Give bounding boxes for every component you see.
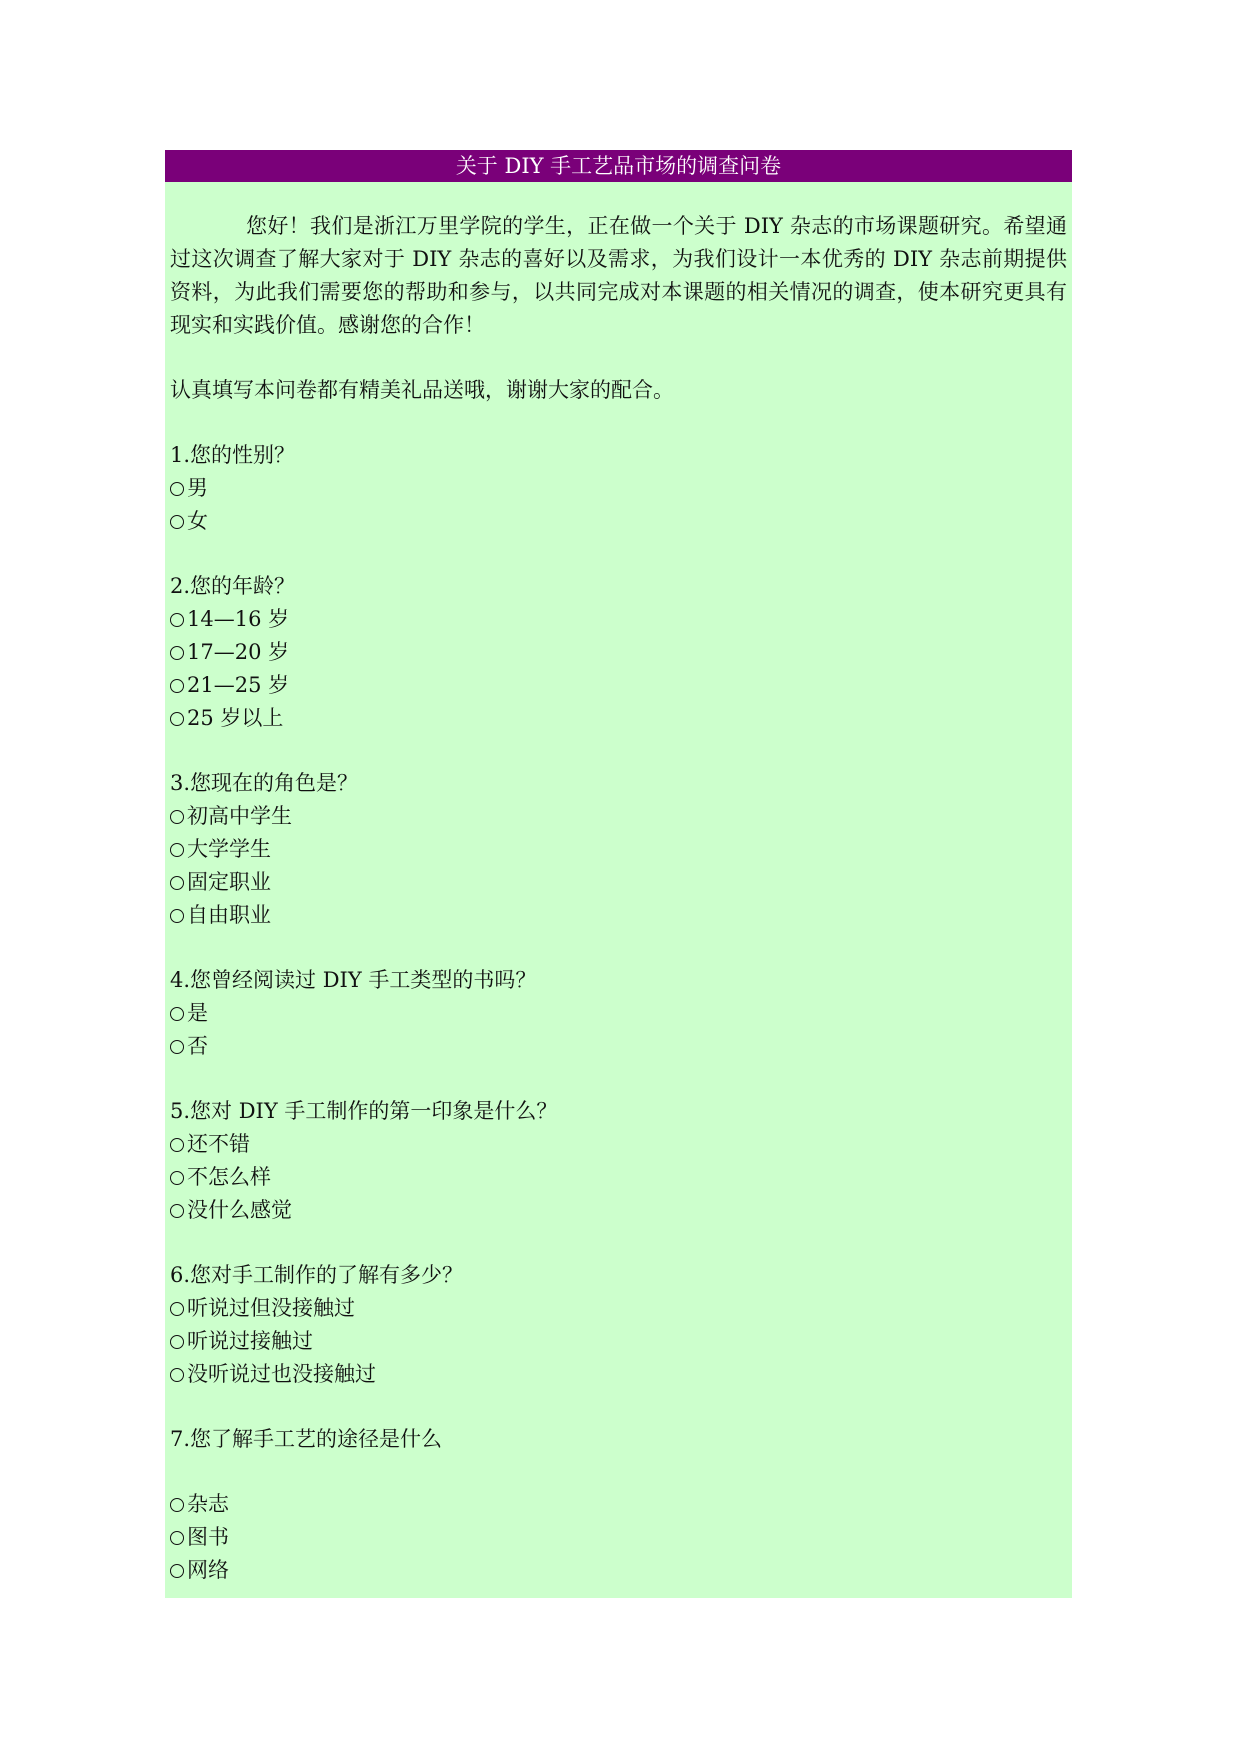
radio-circle-icon[interactable] (170, 1171, 184, 1185)
option-label: 自由职业 (187, 903, 271, 927)
question-4 (170, 964, 1067, 1063)
option-age-21-25[interactable] (170, 669, 1067, 702)
option-no-feeling[interactable] (170, 1194, 1067, 1227)
radio-circle-icon[interactable] (170, 679, 184, 693)
option-books[interactable] (170, 1521, 1067, 1554)
option-never-heard[interactable] (170, 1358, 1067, 1391)
option-label: 男 (187, 476, 208, 500)
survey-page (165, 150, 1072, 1598)
option-label: 初高中学生 (187, 804, 292, 828)
option-not-good[interactable] (170, 1161, 1067, 1194)
option-label: 听说过接触过 (187, 1329, 313, 1353)
radio-circle-icon[interactable] (170, 1498, 184, 1512)
option-label: 听说过但没接触过 (187, 1296, 355, 1320)
question-5 (170, 1095, 1067, 1227)
radio-circle-icon[interactable] (170, 1368, 184, 1382)
question-text: 1.您的性别？ (170, 443, 296, 467)
radio-circle-icon[interactable] (170, 1007, 184, 1021)
option-label: 25 岁以上 (187, 706, 284, 730)
option-heard-not-touched[interactable] (170, 1292, 1067, 1325)
option-label: 否 (187, 1034, 208, 1058)
option-age-14-16[interactable] (170, 603, 1067, 636)
option-not-bad[interactable] (170, 1128, 1067, 1161)
radio-circle-icon[interactable] (170, 843, 184, 857)
option-yes[interactable] (170, 997, 1067, 1030)
option-label: 网络 (187, 1558, 229, 1582)
radio-circle-icon[interactable] (170, 876, 184, 890)
survey-title: 关于 DIY 手工艺品市场的调查问卷 (165, 150, 1072, 182)
intro-paragraph: 您好！我们是浙江万里学院的学生，正在做一个关于 DIY 杂志的市场课题研究。希望通过这次调查了解大家对于 DIY 杂志的喜好以及需求，为我们设计一本优秀的 DIY 杂志前期提供资料，为此我们需要您的帮助和参与，以共同完成对本课题的相关情况的调查，使本研究更具有现实和实践价值。感谢您的合作！ (170, 214, 1067, 337)
option-label: 图书 (187, 1525, 229, 1549)
option-label: 是 (187, 1001, 208, 1025)
question-text: 3.您现在的角色是？ (170, 771, 359, 795)
question-spacer (170, 1456, 1067, 1488)
option-label: 14—16 岁 (187, 607, 290, 631)
option-internet[interactable] (170, 1554, 1067, 1587)
option-label: 没什么感觉 (187, 1198, 292, 1222)
gift-notice: 认真填写本问卷都有精美礼品送哦，谢谢大家的配合。 (170, 378, 674, 402)
radio-circle-icon[interactable] (170, 810, 184, 824)
question-7 (170, 1423, 1067, 1587)
question-text: 6.您对手工制作的了解有多少？ (170, 1263, 464, 1287)
radio-circle-icon[interactable] (170, 712, 184, 726)
option-heard-touched[interactable] (170, 1325, 1067, 1358)
radio-circle-icon[interactable] (170, 909, 184, 923)
option-magazine[interactable] (170, 1488, 1067, 1521)
option-label: 21—25 岁 (187, 673, 290, 697)
option-college-student[interactable] (170, 833, 1067, 866)
option-age-25-plus[interactable] (170, 702, 1067, 735)
question-text: 7.您了解手工艺的途径是什么 (170, 1427, 443, 1451)
radio-circle-icon[interactable] (170, 515, 184, 529)
radio-circle-icon[interactable] (170, 482, 184, 496)
radio-circle-icon[interactable] (170, 1564, 184, 1578)
option-label: 没听说过也没接触过 (187, 1362, 376, 1386)
option-label: 大学学生 (187, 837, 271, 861)
option-label: 女 (187, 509, 208, 533)
option-no[interactable] (170, 1030, 1067, 1063)
option-label: 17—20 岁 (187, 640, 290, 664)
option-female[interactable] (170, 505, 1067, 538)
radio-circle-icon[interactable] (170, 1138, 184, 1152)
radio-circle-icon[interactable] (170, 1531, 184, 1545)
option-fixed-job[interactable] (170, 866, 1067, 899)
option-label: 杂志 (187, 1492, 229, 1516)
option-label: 不怎么样 (187, 1165, 271, 1189)
question-6 (170, 1259, 1067, 1391)
question-text: 5.您对 DIY 手工制作的第一印象是什么？ (170, 1099, 558, 1123)
radio-circle-icon[interactable] (170, 646, 184, 660)
question-text: 4.您曾经阅读过 DIY 手工类型的书吗？ (170, 968, 537, 992)
radio-circle-icon[interactable] (170, 1204, 184, 1218)
option-label: 还不错 (187, 1132, 250, 1156)
option-male[interactable] (170, 472, 1067, 505)
question-text: 2.您的年龄？ (170, 574, 296, 598)
question-2 (170, 570, 1067, 735)
radio-circle-icon[interactable] (170, 613, 184, 627)
survey-content (165, 182, 1072, 1598)
radio-circle-icon[interactable] (170, 1335, 184, 1349)
question-1 (170, 439, 1067, 538)
option-label: 固定职业 (187, 870, 271, 894)
radio-circle-icon[interactable] (170, 1302, 184, 1316)
radio-circle-icon[interactable] (170, 1040, 184, 1054)
option-age-17-20[interactable] (170, 636, 1067, 669)
option-freelance[interactable] (170, 899, 1067, 932)
question-3 (170, 767, 1067, 932)
option-secondary-student[interactable] (170, 800, 1067, 833)
